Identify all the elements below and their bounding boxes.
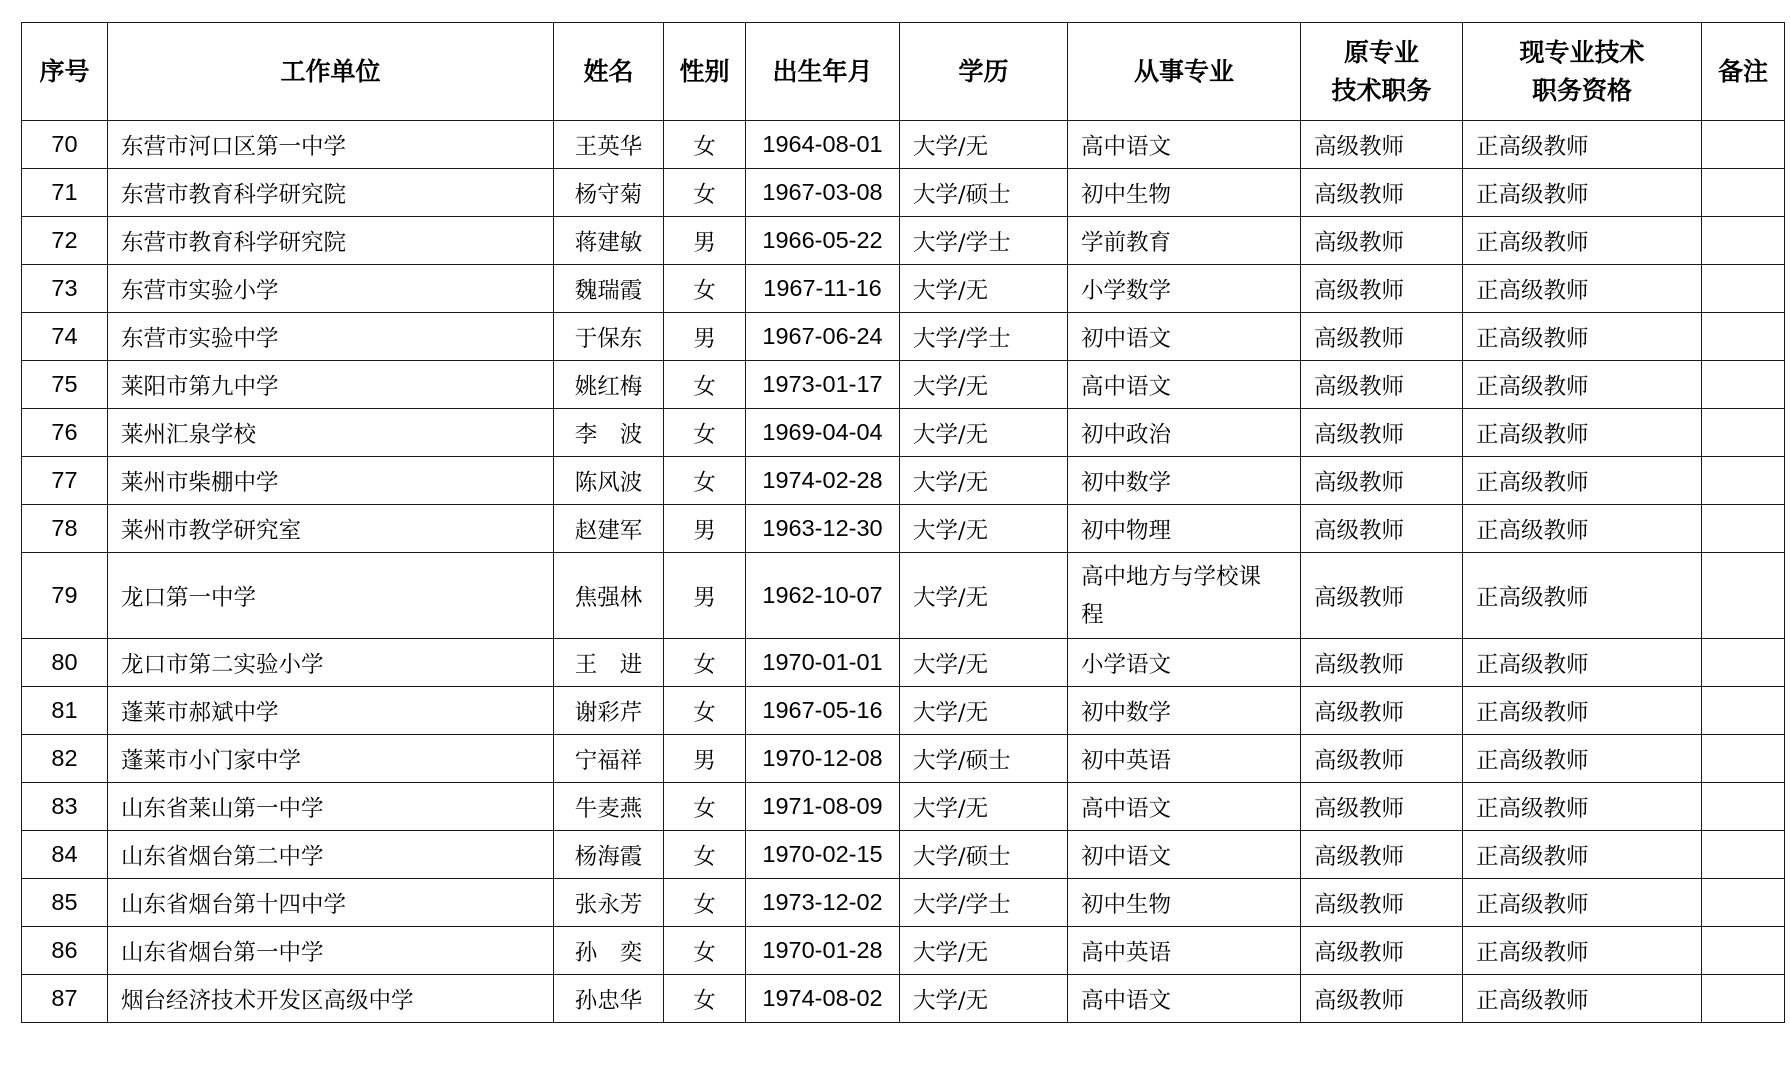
education-cell: 大学/硕士	[900, 169, 1068, 217]
seq-cell: 76	[22, 409, 108, 457]
seq-cell: 79	[22, 553, 108, 639]
header-note: 备注	[1702, 23, 1785, 121]
work-unit-cell: 山东省烟台第一中学	[108, 927, 554, 975]
current-title-cell: 正高级教师	[1463, 505, 1702, 553]
current-title-cell: 正高级教师	[1463, 409, 1702, 457]
specialty-cell: 初中语文	[1068, 313, 1301, 361]
header-row	[22, 23, 1785, 121]
specialty-cell: 初中数学	[1068, 457, 1301, 505]
table-row	[22, 639, 1785, 687]
header-gender: 性别	[664, 23, 746, 121]
note-cell	[1702, 975, 1785, 1023]
education-cell: 大学/学士	[900, 313, 1068, 361]
original-title-cell: 高级教师	[1301, 879, 1463, 927]
seq-cell: 81	[22, 687, 108, 735]
table-header	[22, 23, 1785, 121]
current-title-cell: 正高级教师	[1463, 639, 1702, 687]
header-education: 学历	[900, 23, 1068, 121]
gender-cell: 女	[664, 879, 746, 927]
table-row	[22, 879, 1785, 927]
name-cell: 李 波	[554, 409, 664, 457]
birth-date-cell: 1974-02-28	[746, 457, 900, 505]
education-cell: 大学/无	[900, 783, 1068, 831]
original-title-cell: 高级教师	[1301, 505, 1463, 553]
education-cell: 大学/无	[900, 409, 1068, 457]
seq-cell: 80	[22, 639, 108, 687]
birth-date-cell: 1964-08-01	[746, 121, 900, 169]
seq-cell: 82	[22, 735, 108, 783]
specialty-cell: 初中生物	[1068, 169, 1301, 217]
note-cell	[1702, 783, 1785, 831]
gender-cell: 女	[664, 687, 746, 735]
current-title-cell: 正高级教师	[1463, 831, 1702, 879]
note-cell	[1702, 121, 1785, 169]
specialty-cell: 小学语文	[1068, 639, 1301, 687]
table-body	[22, 121, 1785, 1023]
table-row	[22, 313, 1785, 361]
header-current-title-line2: 职务资格	[1531, 75, 1632, 105]
name-cell: 孙 奕	[554, 927, 664, 975]
name-cell: 陈风波	[554, 457, 664, 505]
birth-date-cell: 1973-01-17	[746, 361, 900, 409]
specialty-cell: 高中语文	[1068, 121, 1301, 169]
current-title-cell: 正高级教师	[1463, 975, 1702, 1023]
education-cell: 大学/无	[900, 687, 1068, 735]
table-row	[22, 975, 1785, 1023]
education-cell: 大学/硕士	[900, 831, 1068, 879]
seq-cell: 84	[22, 831, 108, 879]
table-row	[22, 783, 1785, 831]
work-unit-cell: 东营市实验中学	[108, 313, 554, 361]
gender-cell: 女	[664, 783, 746, 831]
header-original-title-line2: 技术职务	[1331, 75, 1432, 105]
seq-cell: 86	[22, 927, 108, 975]
birth-date-cell: 1970-02-15	[746, 831, 900, 879]
current-title-cell: 正高级教师	[1463, 265, 1702, 313]
gender-cell: 男	[664, 553, 746, 639]
original-title-cell: 高级教师	[1301, 783, 1463, 831]
gender-cell: 女	[664, 639, 746, 687]
header-name: 姓名	[554, 23, 664, 121]
name-cell: 赵建军	[554, 505, 664, 553]
current-title-cell: 正高级教师	[1463, 361, 1702, 409]
table-row	[22, 217, 1785, 265]
seq-cell: 83	[22, 783, 108, 831]
gender-cell: 女	[664, 265, 746, 313]
work-unit-cell: 莱阳市第九中学	[108, 361, 554, 409]
teacher-roster-table	[21, 22, 1785, 1023]
note-cell	[1702, 687, 1785, 735]
work-unit-cell: 东营市河口区第一中学	[108, 121, 554, 169]
work-unit-cell: 蓬莱市小门家中学	[108, 735, 554, 783]
gender-cell: 男	[664, 217, 746, 265]
current-title-cell: 正高级教师	[1463, 553, 1702, 639]
specialty-cell: 初中数学	[1068, 687, 1301, 735]
specialty-cell: 初中语文	[1068, 831, 1301, 879]
original-title-cell: 高级教师	[1301, 553, 1463, 639]
work-unit-cell: 山东省莱山第一中学	[108, 783, 554, 831]
table-row	[22, 169, 1785, 217]
work-unit-cell: 山东省烟台第二中学	[108, 831, 554, 879]
work-unit-cell: 龙口第一中学	[108, 553, 554, 639]
birth-date-cell: 1967-03-08	[746, 169, 900, 217]
table-row	[22, 831, 1785, 879]
gender-cell: 女	[664, 169, 746, 217]
seq-cell: 78	[22, 505, 108, 553]
gender-cell: 男	[664, 505, 746, 553]
gender-cell: 女	[664, 361, 746, 409]
original-title-cell: 高级教师	[1301, 313, 1463, 361]
note-cell	[1702, 505, 1785, 553]
header-birth-date: 出生年月	[746, 23, 900, 121]
header-original-title-line1: 原专业	[1343, 37, 1419, 67]
table-row	[22, 265, 1785, 313]
specialty-cell: 高中语文	[1068, 783, 1301, 831]
current-title-cell: 正高级教师	[1463, 169, 1702, 217]
original-title-cell: 高级教师	[1301, 735, 1463, 783]
gender-cell: 女	[664, 927, 746, 975]
education-cell: 大学/无	[900, 265, 1068, 313]
specialty-cell: 高中地方与学校课程	[1068, 553, 1301, 639]
education-cell: 大学/学士	[900, 879, 1068, 927]
table-row	[22, 361, 1785, 409]
work-unit-cell: 莱州市柴棚中学	[108, 457, 554, 505]
gender-cell: 女	[664, 409, 746, 457]
current-title-cell: 正高级教师	[1463, 927, 1702, 975]
header-seq: 序号	[22, 23, 108, 121]
note-cell	[1702, 169, 1785, 217]
current-title-cell: 正高级教师	[1463, 457, 1702, 505]
original-title-cell: 高级教师	[1301, 217, 1463, 265]
specialty-cell: 学前教育	[1068, 217, 1301, 265]
seq-cell: 72	[22, 217, 108, 265]
gender-cell: 男	[664, 735, 746, 783]
seq-cell: 74	[22, 313, 108, 361]
header-work-unit: 工作单位	[108, 23, 554, 121]
original-title-cell: 高级教师	[1301, 831, 1463, 879]
original-title-cell: 高级教师	[1301, 457, 1463, 505]
name-cell: 于保东	[554, 313, 664, 361]
name-cell: 魏瑞霞	[554, 265, 664, 313]
gender-cell: 女	[664, 831, 746, 879]
birth-date-cell: 1973-12-02	[746, 879, 900, 927]
education-cell: 大学/无	[900, 505, 1068, 553]
work-unit-cell: 龙口市第二实验小学	[108, 639, 554, 687]
birth-date-cell: 1970-12-08	[746, 735, 900, 783]
birth-date-cell: 1967-05-16	[746, 687, 900, 735]
work-unit-cell: 山东省烟台第十四中学	[108, 879, 554, 927]
education-cell: 大学/学士	[900, 217, 1068, 265]
current-title-cell: 正高级教师	[1463, 313, 1702, 361]
specialty-cell: 高中语文	[1068, 361, 1301, 409]
table-row	[22, 687, 1785, 735]
note-cell	[1702, 265, 1785, 313]
original-title-cell: 高级教师	[1301, 639, 1463, 687]
birth-date-cell: 1963-12-30	[746, 505, 900, 553]
specialty-cell: 小学数学	[1068, 265, 1301, 313]
table-row	[22, 121, 1785, 169]
education-cell: 大学/无	[900, 975, 1068, 1023]
note-cell	[1702, 553, 1785, 639]
birth-date-cell: 1970-01-01	[746, 639, 900, 687]
name-cell: 张永芳	[554, 879, 664, 927]
birth-date-cell: 1962-10-07	[746, 553, 900, 639]
name-cell: 蒋建敏	[554, 217, 664, 265]
note-cell	[1702, 361, 1785, 409]
original-title-cell: 高级教师	[1301, 927, 1463, 975]
name-cell: 焦强林	[554, 553, 664, 639]
name-cell: 杨海霞	[554, 831, 664, 879]
specialty-cell: 高中语文	[1068, 975, 1301, 1023]
current-title-cell: 正高级教师	[1463, 121, 1702, 169]
table-row	[22, 553, 1785, 639]
note-cell	[1702, 639, 1785, 687]
note-cell	[1702, 313, 1785, 361]
birth-date-cell: 1971-08-09	[746, 783, 900, 831]
header-current-title-line1: 现专业技术	[1519, 37, 1645, 67]
education-cell: 大学/无	[900, 553, 1068, 639]
education-cell: 大学/无	[900, 927, 1068, 975]
birth-date-cell: 1974-08-02	[746, 975, 900, 1023]
education-cell: 大学/硕士	[900, 735, 1068, 783]
education-cell: 大学/无	[900, 121, 1068, 169]
current-title-cell: 正高级教师	[1463, 687, 1702, 735]
birth-date-cell: 1967-11-16	[746, 265, 900, 313]
gender-cell: 女	[664, 457, 746, 505]
original-title-cell: 高级教师	[1301, 121, 1463, 169]
seq-cell: 85	[22, 879, 108, 927]
name-cell: 牛麦燕	[554, 783, 664, 831]
table-row	[22, 735, 1785, 783]
note-cell	[1702, 457, 1785, 505]
header-current-title	[1463, 23, 1702, 121]
header-specialty: 从事专业	[1068, 23, 1301, 121]
table-row	[22, 409, 1785, 457]
current-title-cell: 正高级教师	[1463, 783, 1702, 831]
work-unit-cell: 蓬莱市郝斌中学	[108, 687, 554, 735]
education-cell: 大学/无	[900, 639, 1068, 687]
work-unit-cell: 烟台经济技术开发区高级中学	[108, 975, 554, 1023]
gender-cell: 男	[664, 313, 746, 361]
name-cell: 王 进	[554, 639, 664, 687]
specialty-cell: 初中物理	[1068, 505, 1301, 553]
note-cell	[1702, 927, 1785, 975]
table-row	[22, 457, 1785, 505]
birth-date-cell: 1969-04-04	[746, 409, 900, 457]
original-title-cell: 高级教师	[1301, 361, 1463, 409]
name-cell: 孙忠华	[554, 975, 664, 1023]
name-cell: 王英华	[554, 121, 664, 169]
header-original-title	[1301, 23, 1463, 121]
birth-date-cell: 1966-05-22	[746, 217, 900, 265]
name-cell: 杨守菊	[554, 169, 664, 217]
birth-date-cell: 1967-06-24	[746, 313, 900, 361]
current-title-cell: 正高级教师	[1463, 217, 1702, 265]
table-row	[22, 505, 1785, 553]
specialty-cell: 初中政治	[1068, 409, 1301, 457]
name-cell: 谢彩芹	[554, 687, 664, 735]
name-cell: 姚红梅	[554, 361, 664, 409]
note-cell	[1702, 409, 1785, 457]
work-unit-cell: 莱州汇泉学校	[108, 409, 554, 457]
original-title-cell: 高级教师	[1301, 265, 1463, 313]
seq-cell: 70	[22, 121, 108, 169]
work-unit-cell: 东营市实验小学	[108, 265, 554, 313]
note-cell	[1702, 879, 1785, 927]
note-cell	[1702, 735, 1785, 783]
seq-cell: 73	[22, 265, 108, 313]
seq-cell: 71	[22, 169, 108, 217]
seq-cell: 87	[22, 975, 108, 1023]
current-title-cell: 正高级教师	[1463, 879, 1702, 927]
original-title-cell: 高级教师	[1301, 409, 1463, 457]
specialty-cell: 初中生物	[1068, 879, 1301, 927]
specialty-cell: 高中英语	[1068, 927, 1301, 975]
name-cell: 宁福祥	[554, 735, 664, 783]
original-title-cell: 高级教师	[1301, 975, 1463, 1023]
seq-cell: 77	[22, 457, 108, 505]
table-row	[22, 927, 1785, 975]
original-title-cell: 高级教师	[1301, 687, 1463, 735]
birth-date-cell: 1970-01-28	[746, 927, 900, 975]
gender-cell: 女	[664, 121, 746, 169]
current-title-cell: 正高级教师	[1463, 735, 1702, 783]
work-unit-cell: 东营市教育科学研究院	[108, 217, 554, 265]
seq-cell: 75	[22, 361, 108, 409]
education-cell: 大学/无	[900, 361, 1068, 409]
note-cell	[1702, 217, 1785, 265]
education-cell: 大学/无	[900, 457, 1068, 505]
note-cell	[1702, 831, 1785, 879]
gender-cell: 女	[664, 975, 746, 1023]
specialty-cell: 初中英语	[1068, 735, 1301, 783]
work-unit-cell: 莱州市教学研究室	[108, 505, 554, 553]
original-title-cell: 高级教师	[1301, 169, 1463, 217]
work-unit-cell: 东营市教育科学研究院	[108, 169, 554, 217]
